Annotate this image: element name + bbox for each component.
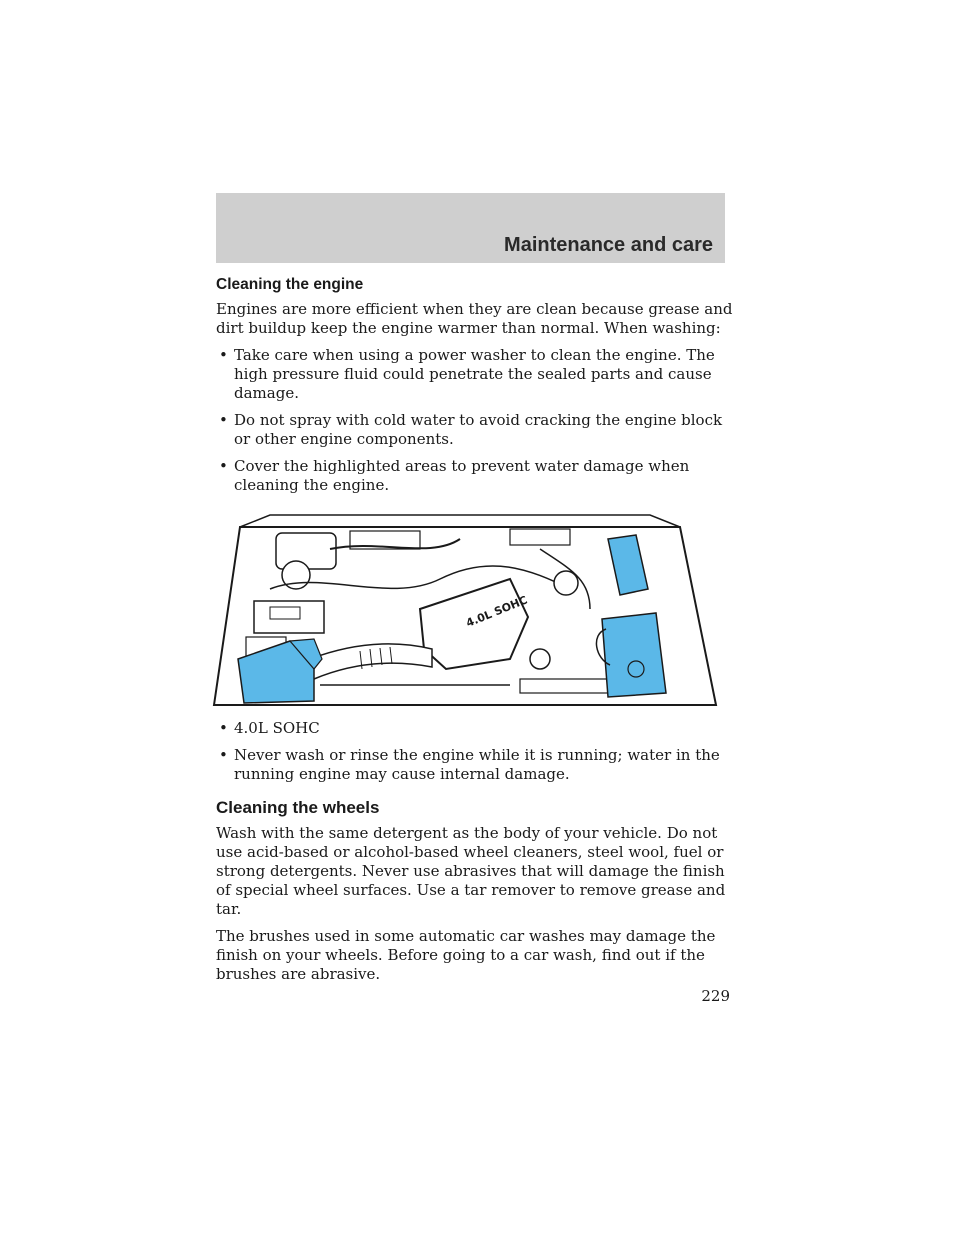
list-item — [216, 346, 736, 403]
engine-bullet-list — [216, 346, 736, 495]
canister — [510, 529, 570, 545]
page-number: 229 — [701, 987, 730, 1005]
engine-notes-list — [216, 719, 736, 784]
wheels-heading: Cleaning the wheels — [216, 798, 380, 817]
list-item — [216, 746, 736, 784]
radiator-support — [520, 679, 610, 693]
oil-filler-cap — [530, 649, 550, 669]
list-item-text: Do not spray with cold water to avoid cracking the engine block or other engine components. — [234, 411, 723, 448]
engine-heading: Cleaning the engine — [216, 276, 364, 293]
list-item-text: Cover the highlighted areas to prevent water damage when cleaning the engine. — [234, 457, 690, 494]
list-item — [216, 457, 736, 495]
bullet-icon: • — [219, 719, 228, 737]
reservoir-cap — [554, 571, 578, 595]
bullet-icon: • — [219, 346, 228, 364]
brake-booster — [276, 533, 336, 569]
firewall-edge — [240, 515, 680, 527]
list-item — [216, 719, 736, 738]
bullet-icon: • — [219, 457, 228, 475]
section-title: Maintenance and care — [504, 234, 713, 256]
list-item-text: 4.0L SOHC — [234, 719, 320, 737]
highlight-distributor-area — [602, 613, 666, 697]
wheels-paragraph: Wash with the same detergent as the body of your vehicle. Do not use acid-based or alcohol-based wheel cleaners, steel wool, fuel or strong detergents. Never use abrasives that will damage the finish of special wheel surfaces. Use a tar remover to remove grease and tar. — [216, 824, 726, 918]
engine-intro: Engines are more efficient when they are clean because grease and dirt buildup keep the engine warmer than normal. When washing: — [216, 300, 733, 337]
engine-drawing — [210, 509, 718, 709]
bullet-icon: • — [219, 746, 228, 764]
engine-compartment-illustration — [210, 509, 718, 709]
battery-cap — [270, 607, 300, 619]
page-content — [216, 276, 736, 992]
list-item-text: Never wash or rinse the engine while it is running; water in the running engine may cause internal damage. — [234, 746, 720, 783]
engine-cover-label: 4.0L SOHC — [464, 593, 530, 630]
list-item-text: Take care when using a power washer to clean the engine. The high pressure fluid could penetrate the sealed parts and cause damage. — [234, 346, 715, 402]
list-item — [216, 411, 736, 449]
section-header-band — [216, 193, 725, 263]
bullet-icon: • — [219, 411, 228, 429]
wheels-paragraph: The brushes used in some automatic car washes may damage the finish on your wheels. Before going to a car wash, find out if the brushes are abrasive. — [216, 927, 716, 983]
